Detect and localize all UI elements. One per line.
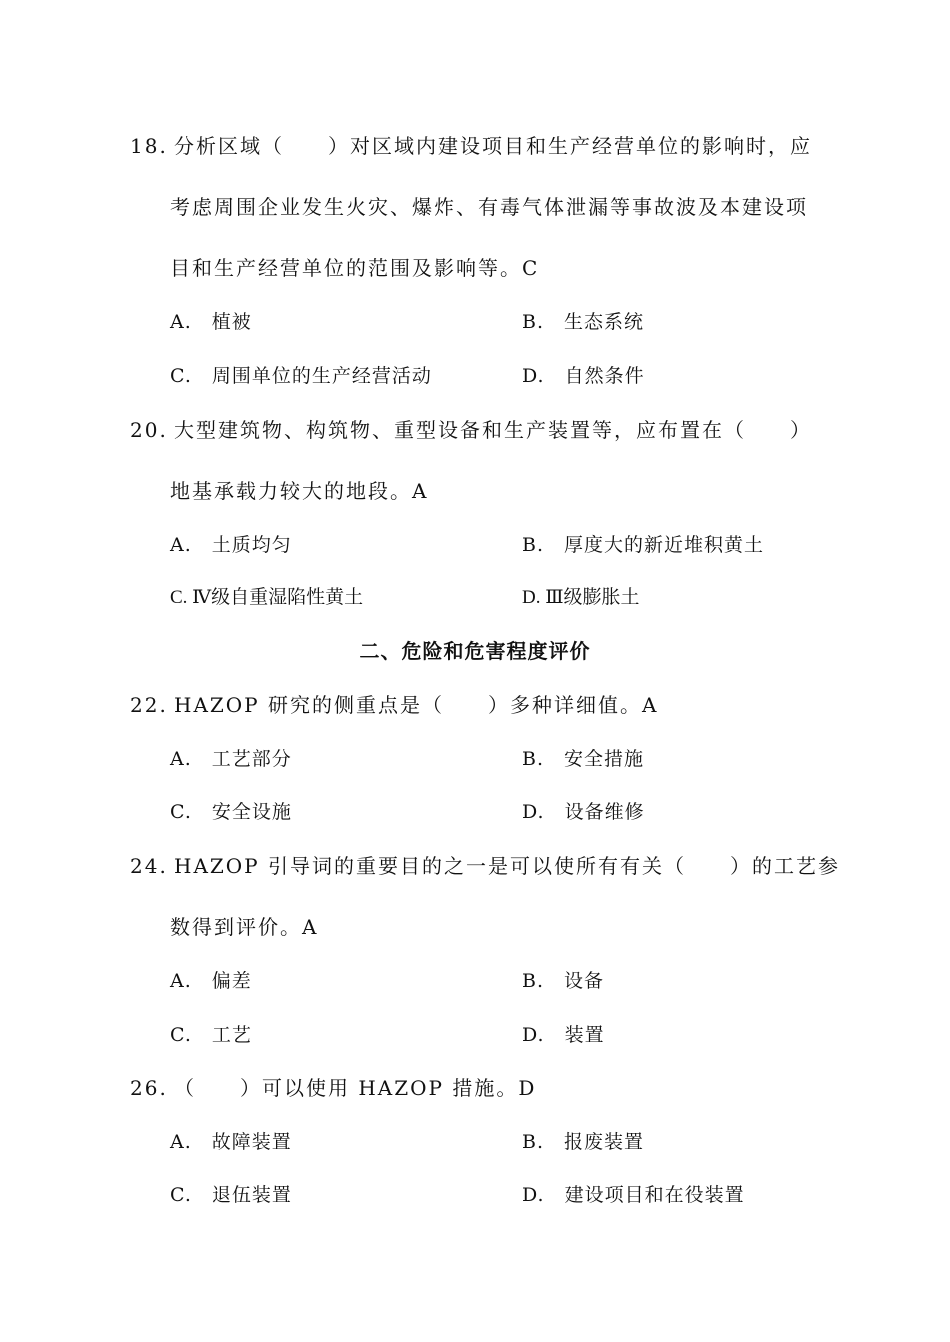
question-26-option-a: A. 故障装置 xyxy=(170,1131,292,1153)
question-22-option-a: A. 工艺部分 xyxy=(170,748,292,770)
question-24-text-1: HAZOP 引导词的重要目的之一是可以使所有有关（ ）的工艺参 xyxy=(174,854,840,878)
question-26-option-c: C. 退伍装置 xyxy=(170,1184,292,1206)
question-18-line-3: 目和生产经营单位的范围及影响等。C xyxy=(170,256,540,280)
question-20-option-b: B. 厚度大的新近堆积黄土 xyxy=(522,534,765,556)
question-22-line-1 xyxy=(130,691,658,719)
question-18-option-b: B. 生态系统 xyxy=(522,311,645,333)
question-26-line-1 xyxy=(130,1074,536,1102)
question-18-line-2: 考虑周围企业发生火灾、爆炸、有毒气体泄漏等事故波及本建设项 xyxy=(170,195,808,219)
question-18-number: 18. xyxy=(130,134,168,158)
question-24-option-b: B. 设备 xyxy=(522,970,605,992)
question-22-option-c: C. 安全设施 xyxy=(170,801,292,823)
question-24-option-c: C. 工艺 xyxy=(170,1024,252,1046)
question-20-option-d: D. Ⅲ级膨胀土 xyxy=(522,587,640,608)
question-18-option-d: D. 自然条件 xyxy=(522,365,645,387)
question-26-text-1: （ ）可以使用 HAZOP 措施。D xyxy=(174,1076,537,1100)
question-26-number: 26. xyxy=(130,1076,168,1100)
question-20-line-2: 地基承载力较大的地段。A xyxy=(170,479,429,503)
question-22-text-1: HAZOP 研究的侧重点是（ ）多种详细值。A xyxy=(174,693,659,717)
question-20-text-1: 大型建筑物、构筑物、重型设备和生产装置等，应布置在（ ） xyxy=(174,418,812,442)
question-24-number: 24. xyxy=(130,854,168,878)
question-24-option-a: A. 偏差 xyxy=(170,970,252,992)
question-18-text-1: 分析区域（ ）对区域内建设项目和生产经营单位的影响时，应 xyxy=(174,134,812,158)
question-26-option-d: D. 建设项目和在役装置 xyxy=(522,1184,745,1206)
section-title: 二、危险和危害程度评价 xyxy=(359,639,591,663)
question-20-line-1 xyxy=(130,416,812,444)
question-24-option-d: D. 装置 xyxy=(522,1024,605,1046)
question-18-option-c: C. 周围单位的生产经营活动 xyxy=(170,365,432,387)
question-20-number: 20. xyxy=(130,418,168,442)
question-22-option-b: B. 安全措施 xyxy=(522,748,645,770)
question-22-option-d: D. 设备维修 xyxy=(522,801,645,823)
question-24-line-1 xyxy=(130,852,840,880)
question-24-line-2: 数得到评价。A xyxy=(170,915,319,939)
question-22-number: 22. xyxy=(130,693,168,717)
question-18-option-a: A. 植被 xyxy=(170,311,252,333)
question-26-option-b: B. 报废装置 xyxy=(522,1131,645,1153)
question-20-option-c: C. Ⅳ级自重湿陷性黄土 xyxy=(170,587,364,608)
question-18-line-1 xyxy=(130,132,812,160)
question-20-option-a: A. 土质均匀 xyxy=(170,534,292,556)
